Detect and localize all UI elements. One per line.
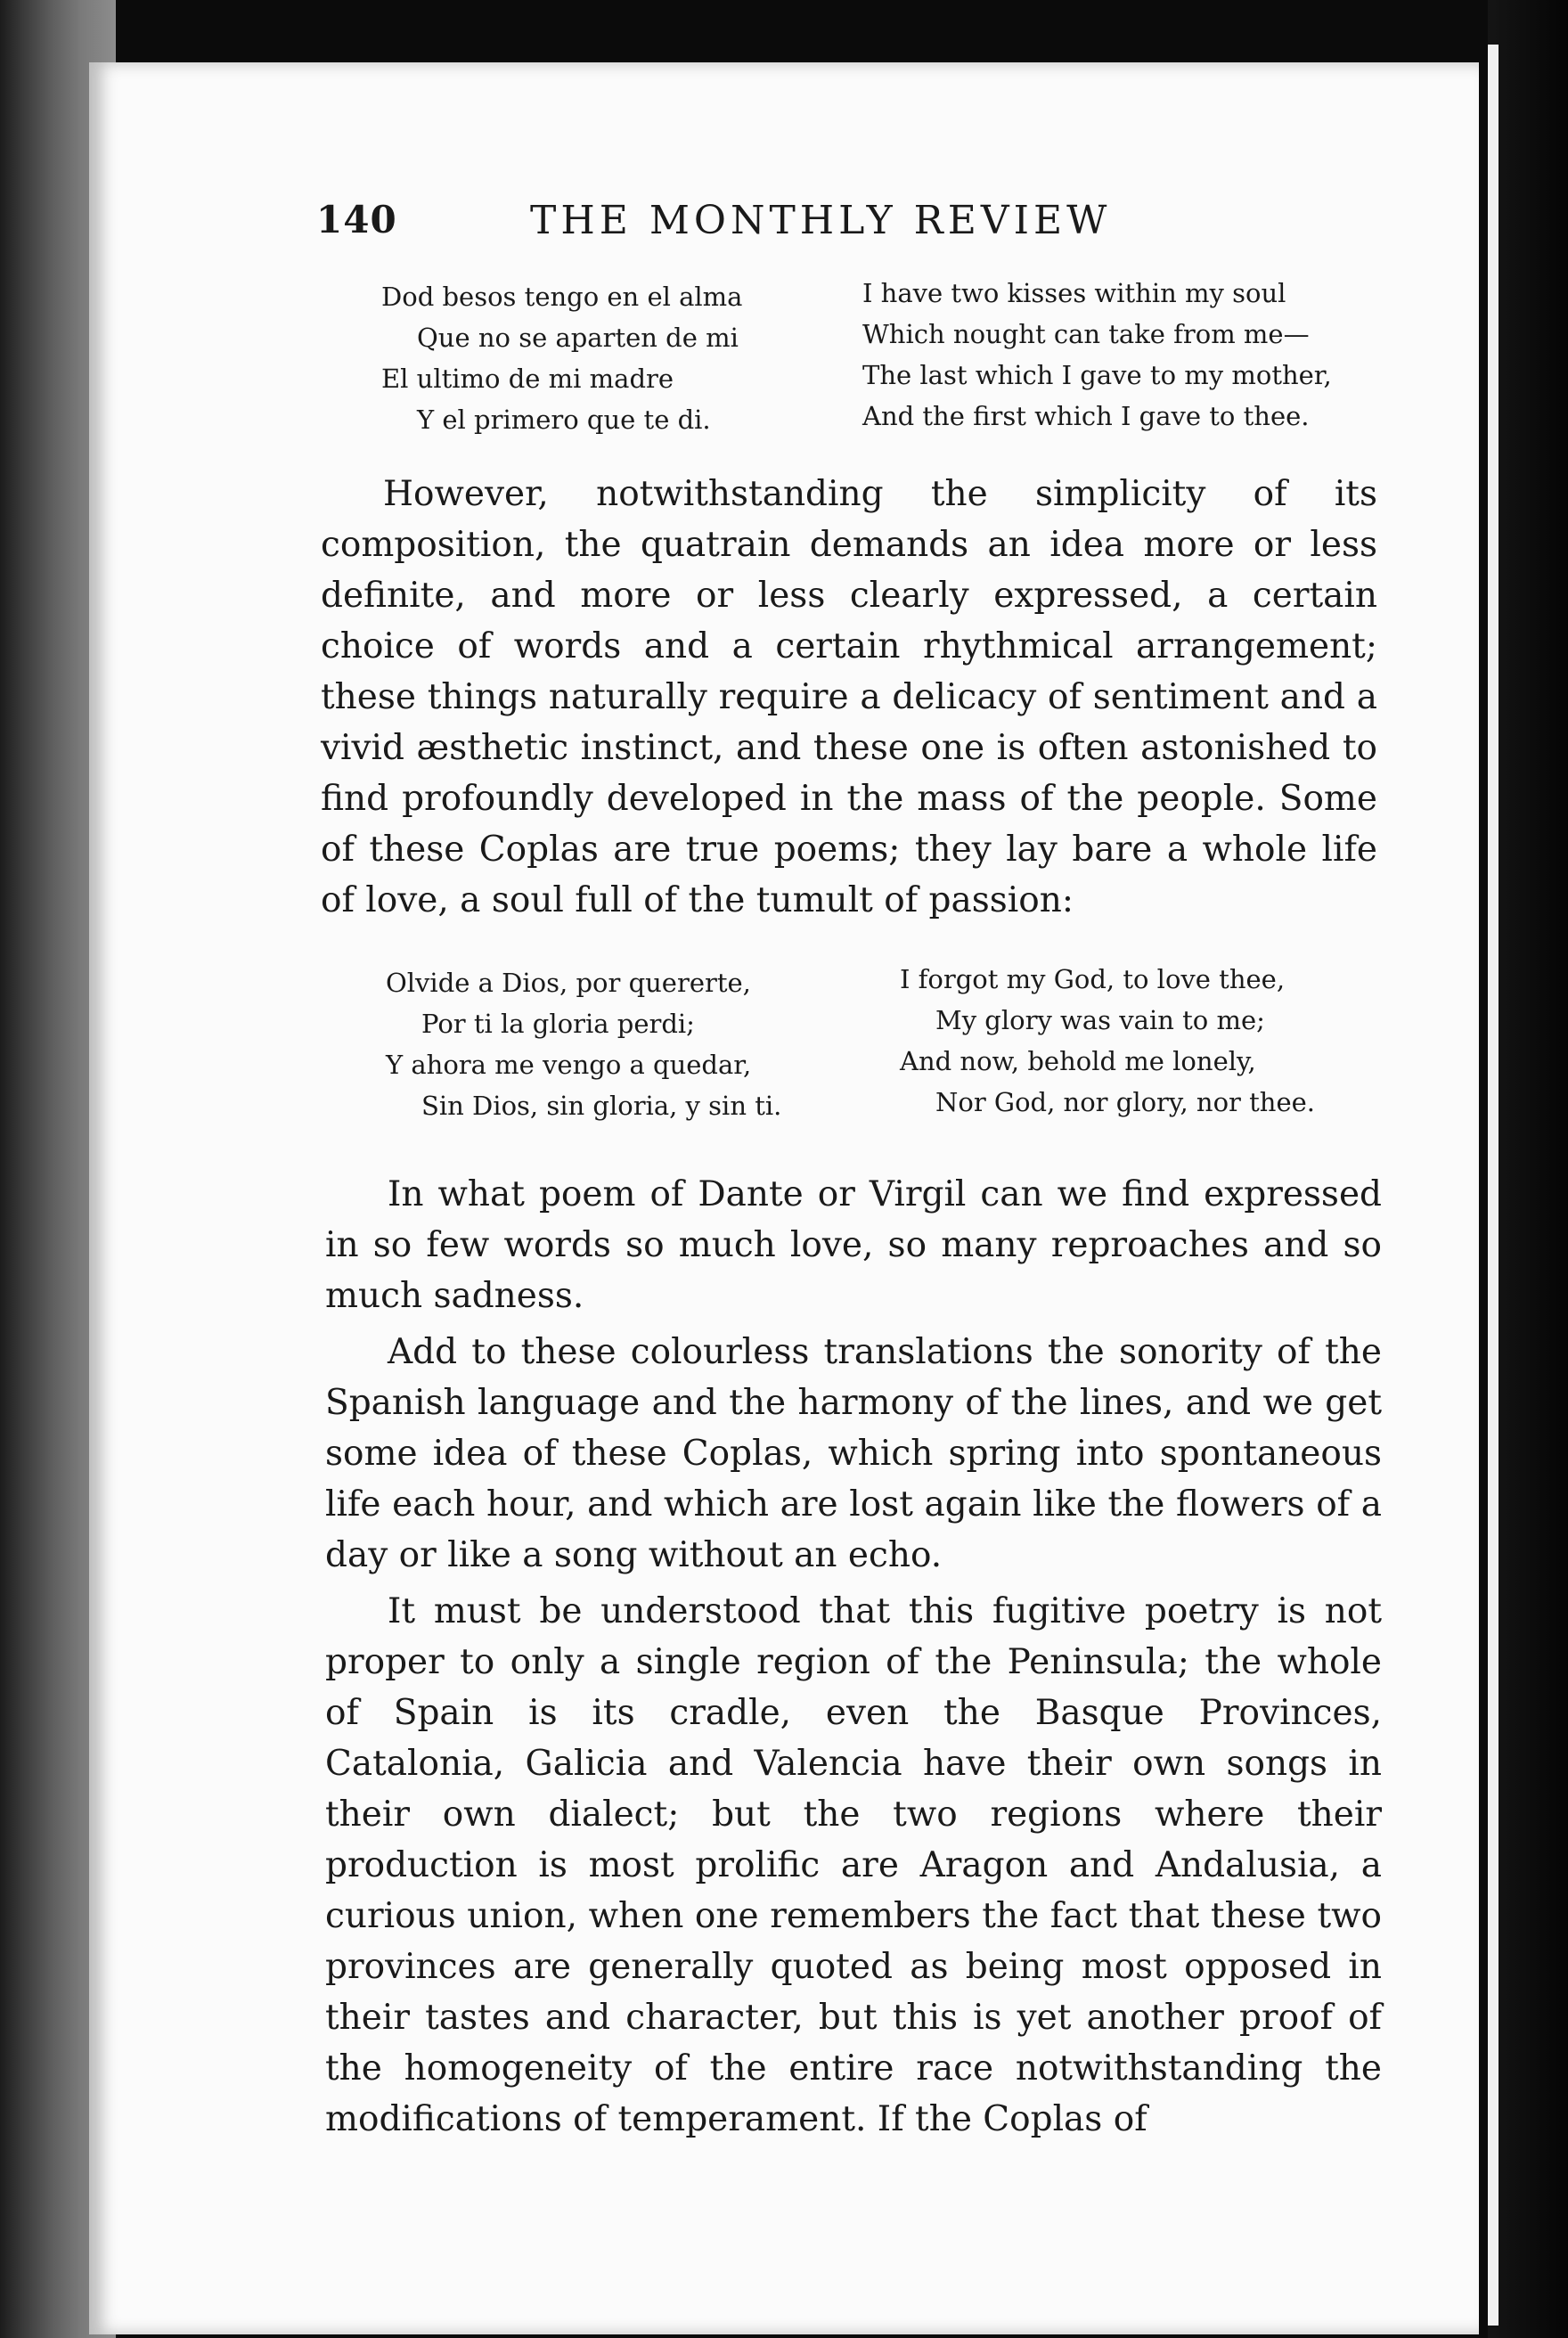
verse-line: The last which I gave to my mother, bbox=[862, 360, 1332, 390]
paragraph-text: However, notwithstanding the simplicity of its composition, the quatrain demands an idea more or less definite, and more or less clearly expressed, a certain choice of words and a certain rhythmical arrangement; these things naturally require a delicacy of sentiment and a vivid æsthetic instinct, and these one is often astonished to find profoundly developed in the mass of the people. Some of these Coplas are true poems; they lay bare a whole life of love, a soul full of the tumult of passion: bbox=[321, 474, 1377, 920]
body-text bbox=[325, 1169, 1382, 2145]
verse-line: Y ahora me vengo a quedar, bbox=[386, 1050, 752, 1080]
running-title: THE MONTHLY REVIEW bbox=[530, 198, 1112, 243]
verse1-english bbox=[862, 273, 1343, 437]
verse-line: El ultimo de mi madre bbox=[381, 364, 674, 394]
verse-line: Which nought can take from me— bbox=[862, 319, 1310, 349]
facing-page-edge bbox=[1488, 0, 1568, 2338]
verse2-spanish bbox=[386, 962, 813, 1126]
verse-line: Olvide a Dios, por quererte, bbox=[386, 968, 751, 998]
verse-line: And now, behold me lonely, bbox=[900, 1046, 1256, 1076]
verse-line: And the first which I gave to thee. bbox=[862, 401, 1310, 431]
paragraph-3: Add to these colourless translations the sonority of the Spanish language and the harmony of the lines, and we get some idea of these Coplas, which spring into spontaneous life each hour, and which are lost again like the flowers of a day or like a song without an echo. bbox=[325, 1332, 1382, 1575]
verse-line: Dod besos tengo en el alma bbox=[381, 282, 743, 312]
paragraph-1 bbox=[321, 469, 1377, 926]
verse-line: Sin Dios, sin gloria, y sin ti. bbox=[421, 1091, 782, 1121]
page-number: 140 bbox=[316, 198, 397, 241]
verse-line: My glory was vain to me; bbox=[935, 1005, 1265, 1035]
verse-line: I forgot my God, to love thee, bbox=[900, 964, 1286, 994]
verse-line: Por ti la gloria perdi; bbox=[421, 1009, 695, 1039]
verse-line: Y el primero que te di. bbox=[417, 405, 711, 435]
page-header bbox=[316, 198, 1225, 260]
verse-line: Que no se aparten de mi bbox=[417, 323, 739, 353]
verse2-english bbox=[900, 959, 1363, 1123]
verse-line: Nor God, nor glory, nor thee. bbox=[935, 1087, 1315, 1117]
verse-line: I have two kisses within my soul bbox=[862, 278, 1286, 308]
paragraph-2: In what poem of Dante or Virgil can we find expressed in so few words so much love, so many reproaches and so much sadness. bbox=[325, 1174, 1382, 1316]
verse1-spanish bbox=[381, 276, 773, 440]
paragraph-4: It must be understood that this fugitive poetry is not proper to only a single region of the Peninsula; the whole of Spain is its cradle, even the Basque Provinces, Catalonia, Galicia and Valencia have their own songs in their own dialect; but the two regions where their production is most prolific are Aragon and Andalusia, a curious union, when one remembers the fact that these two provinces are generally quoted as being most opposed in their tastes and character, but this is yet another proof of the homogeneity of the entire race notwithstanding the modifications of temperament. If the Coplas of bbox=[325, 1591, 1382, 2139]
